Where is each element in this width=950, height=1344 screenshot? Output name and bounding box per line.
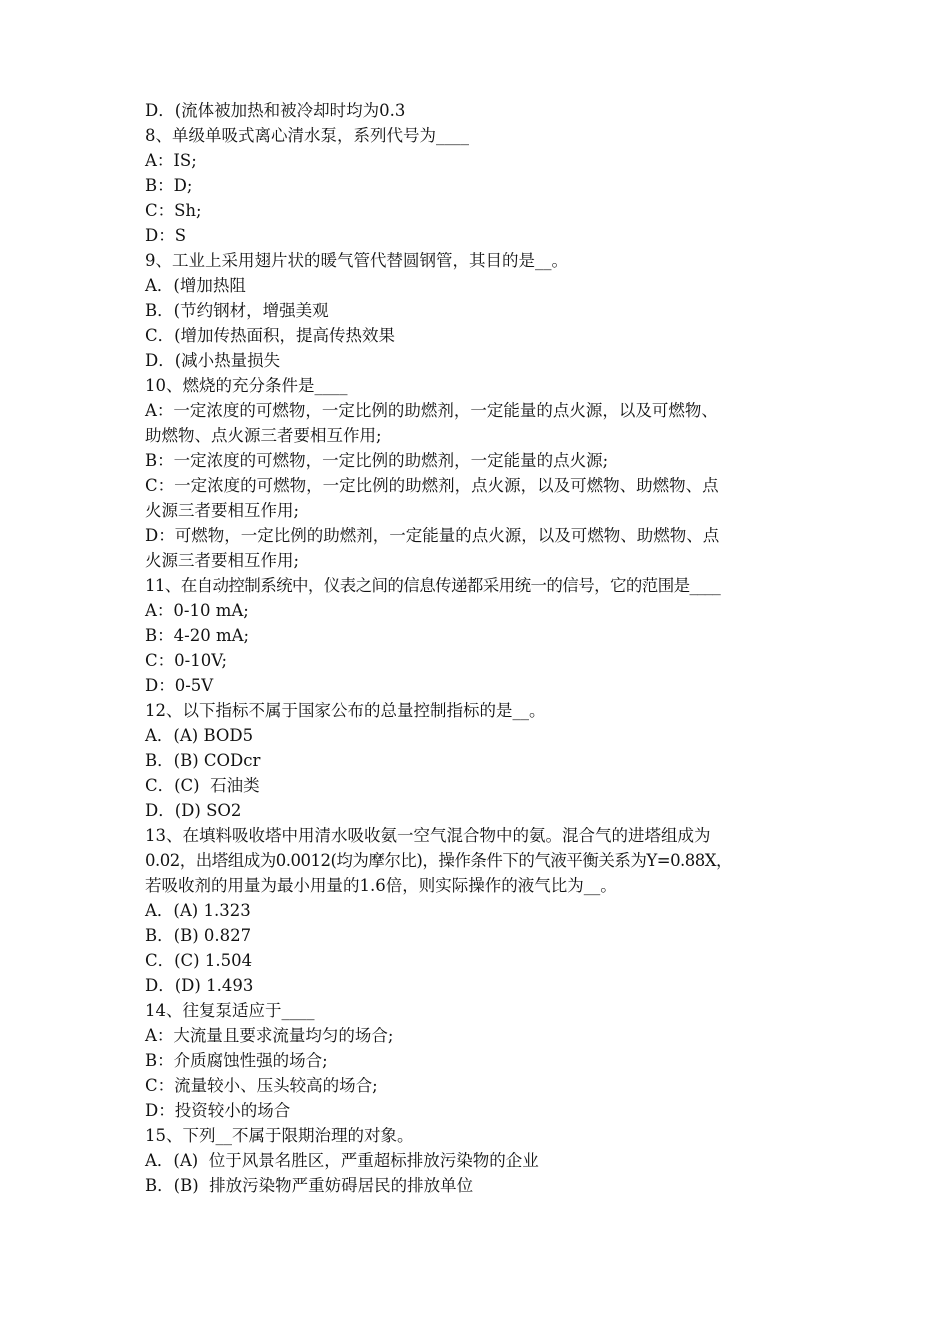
option-line: A：一定浓度的可燃物，一定比例的助燃剂，一定能量的点火源，以及可燃物、 <box>145 401 718 420</box>
option-line: B：介质腐蚀性强的场合; <box>145 1051 328 1070</box>
option-line: B：4-20 mA; <box>145 626 250 645</box>
option-line: C：Sh; <box>145 201 202 220</box>
option-line: A：0-10 mA; <box>145 601 249 620</box>
option-line: A：IS; <box>145 151 197 170</box>
question-10: 10、燃烧的充分条件是____ <box>145 376 348 395</box>
option-line: C．(C) 石油类 <box>145 776 260 795</box>
option-line: B：D; <box>145 176 193 195</box>
option-line: C：流量较小、压头较高的场合; <box>145 1076 378 1095</box>
option-line: B：一定浓度的可燃物，一定比例的助燃剂，一定能量的点火源; <box>145 451 609 470</box>
question-13-continued: 若吸收剂的用量为最小用量的1.6倍，则实际操作的液气比为__。 <box>145 876 617 895</box>
option-line: A．(增加热阻 <box>145 276 246 295</box>
option-line: C．(增加传热面积，提高传热效果 <box>145 326 396 345</box>
option-line: D：S <box>145 226 187 245</box>
option-line: B．(节约钢材，增强美观 <box>145 301 329 320</box>
option-line: A．(A) BOD5 <box>145 726 254 745</box>
option-line: C．(C) 1.504 <box>145 951 253 970</box>
question-9: 9、工业上采用翅片状的暖气管代替圆钢管，其目的是__。 <box>145 251 568 270</box>
option-line: D：0-5V <box>145 676 214 695</box>
text-line: D．(流体被加热和被冷却时均为0.3 <box>145 101 406 120</box>
option-line: C：0-10V; <box>145 651 228 670</box>
option-line: A．(A) 位于风景名胜区，严重超标排放污染物的企业 <box>145 1151 539 1170</box>
question-13: 13、在填料吸收塔中用清水吸收氨一空气混合物中的氨。混合气的进塔组成为 <box>145 826 711 845</box>
option-line-continued: 火源三者要相互作用; <box>145 551 300 570</box>
option-line: A：大流量且要求流量均匀的场合; <box>145 1026 394 1045</box>
option-line: D：可燃物，一定比例的助燃剂，一定能量的点火源，以及可燃物、助燃物、点 <box>145 526 720 545</box>
option-line: B．(B) 排放污染物严重妨碍居民的排放单位 <box>145 1176 474 1195</box>
question-14: 14、往复泵适应于____ <box>145 1001 315 1020</box>
question-8: 8、单级单吸式离心清水泵，系列代号为____ <box>145 126 469 145</box>
option-line: D：投资较小的场合 <box>145 1101 291 1120</box>
option-line: A．(A) 1.323 <box>145 901 251 920</box>
option-line: D．(D) SO2 <box>145 801 242 820</box>
question-13-continued: 0.02，出塔组成为0.0012(均为摩尔比)，操作条件下的气液平衡关系为Y=0.88X， <box>145 851 733 870</box>
option-line: B．(B) 0.827 <box>145 926 252 945</box>
option-line: C：一定浓度的可燃物，一定比例的助燃剂，点火源，以及可燃物、助燃物、点 <box>145 476 719 495</box>
option-line-continued: 火源三者要相互作用; <box>145 501 300 520</box>
option-line: D．(减小热量损失 <box>145 351 281 370</box>
question-12: 12、以下指标不属于国家公布的总量控制指标的是__。 <box>145 701 546 720</box>
exam-text-body <box>145 98 810 1198</box>
question-11: 11、在自动控制系统中，仪表之间的信息传递都采用统一的信号，它的范围是____ <box>145 576 721 595</box>
option-line: B．(B) CODcr <box>145 751 261 770</box>
option-line: D．(D) 1.493 <box>145 976 254 995</box>
option-line-continued: 助燃物、点火源三者要相互作用; <box>145 426 382 445</box>
question-15: 15、下列__不属于限期治理的对象。 <box>145 1126 414 1145</box>
